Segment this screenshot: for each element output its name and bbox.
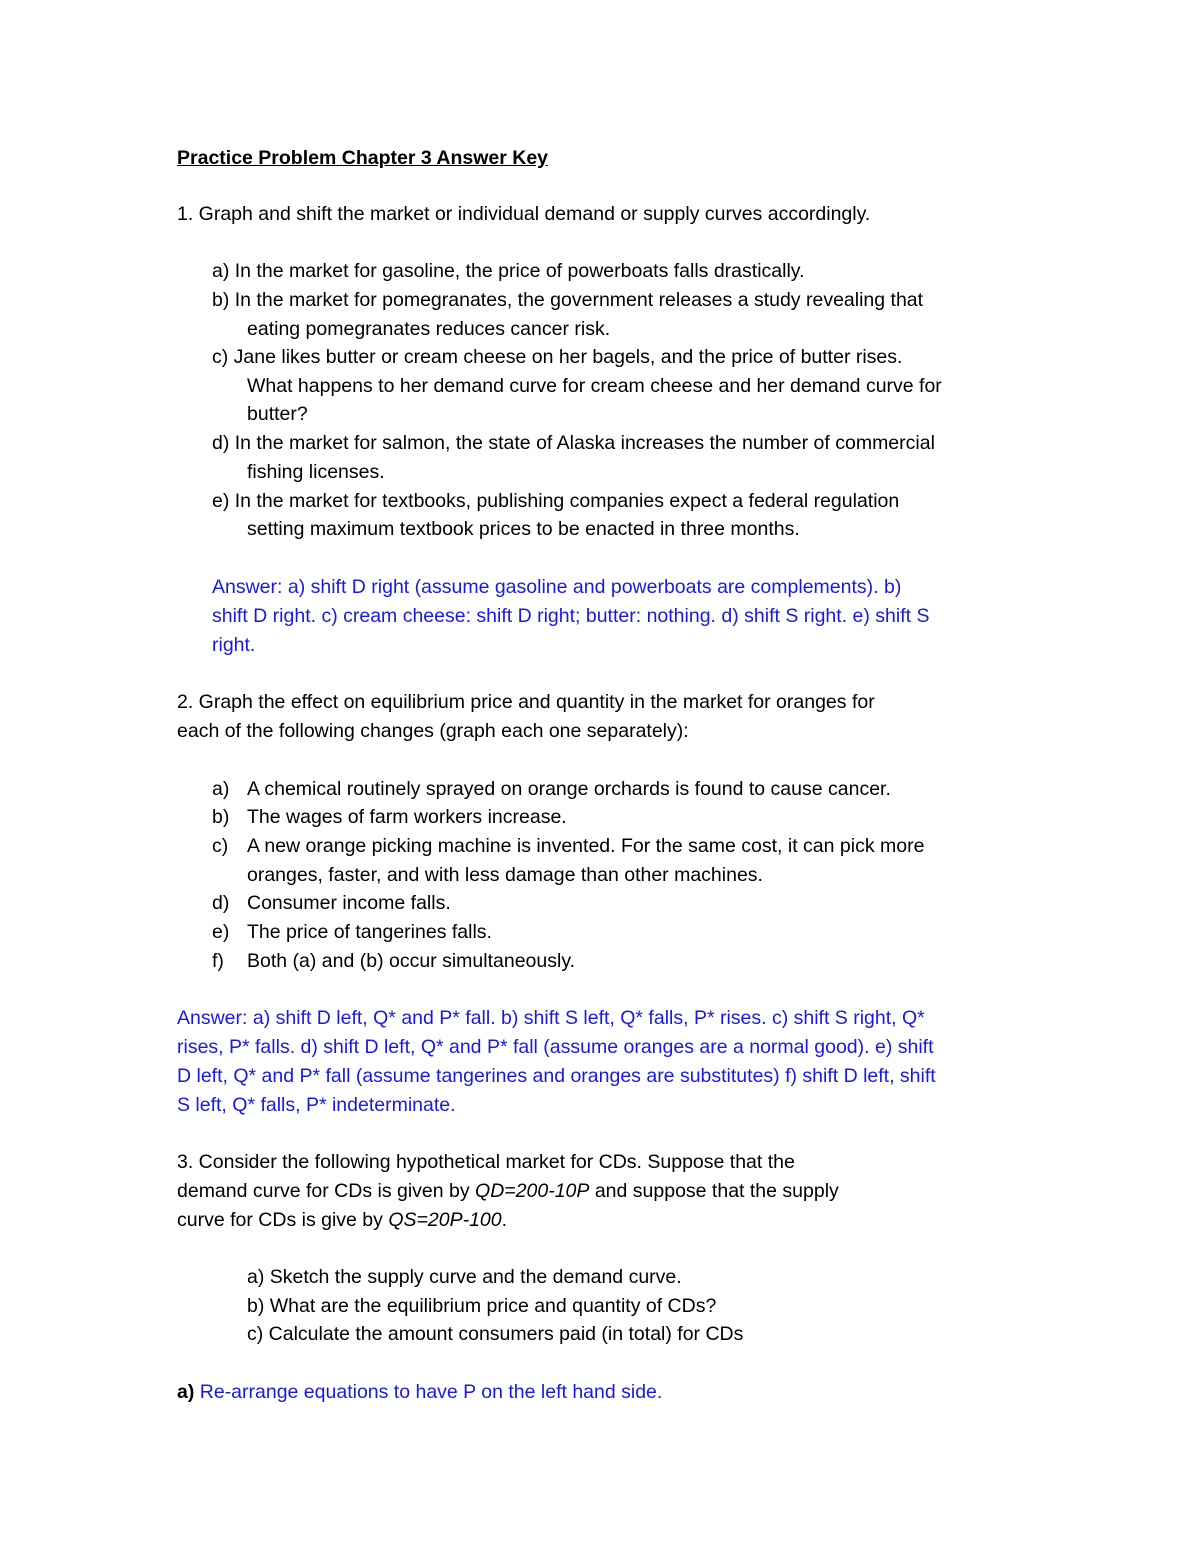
q3-prompt-line2 — [177, 1177, 839, 1206]
q1-answer-line2: shift D right. c) cream cheese: shift D right; butter: nothing. d) shift S right. e) shift S — [212, 605, 930, 627]
page-title: Practice Problem Chapter 3 Answer Key — [177, 147, 549, 169]
q2-item-b — [212, 803, 567, 832]
q2-item-e-marker: e) — [212, 921, 230, 943]
q1-answer-line1: Answer: a) shift D right (assume gasoline and powerboats are complements). b) — [212, 576, 902, 598]
supply-equation: QS=20P-100 — [388, 1209, 502, 1231]
q2-item-c-text-line2: oranges, faster, and with less damage than other machines. — [247, 864, 763, 886]
q2-prompt-line2: each of the following changes (graph each one separately): — [177, 720, 689, 742]
q3-item-c: c) Calculate the amount consumers paid (in total) for CDs — [247, 1323, 744, 1345]
q3-line3-text: curve for CDs is give by — [177, 1209, 389, 1231]
q1-item-e-line1: e) In the market for textbooks, publishing companies expect a federal regulation — [212, 490, 900, 512]
q3-answer-label: a) — [177, 1381, 195, 1403]
q3-answer — [177, 1378, 662, 1407]
q3-prompt-line3 — [177, 1206, 507, 1235]
q2-item-c-text-line1: A new orange picking machine is invented. For the same cost, it can pick more — [247, 835, 925, 857]
q2-answer-line1: Answer: a) shift D left, Q* and P* fall. b) shift S left, Q* falls, P* rises. c) shift S right, Q* — [177, 1007, 925, 1029]
q2-prompt-line1: 2. Graph the effect on equilibrium price and quantity in the market for oranges for — [177, 691, 875, 713]
q1-item-c-line2: What happens to her demand curve for cream cheese and her demand curve for — [247, 375, 942, 397]
q2-item-a — [212, 775, 891, 804]
q1-item-b-line2: eating pomegranates reduces cancer risk. — [247, 318, 611, 340]
q3-line2-text: demand curve for CDs is given by — [177, 1180, 476, 1202]
q2-item-a-marker: a) — [212, 778, 230, 800]
q2-item-f — [212, 947, 576, 976]
q2-item-a-text: A chemical routinely sprayed on orange orchards is found to cause cancer. — [247, 778, 891, 800]
q2-item-f-marker: f) — [212, 950, 224, 972]
q2-item-d-marker: d) — [212, 892, 230, 914]
q2-answer-line2: rises, P* falls. d) shift D left, Q* and P* fall (assume oranges are a normal good). e) shift — [177, 1036, 934, 1058]
q2-answer-line3: D left, Q* and P* fall (assume tangerines and oranges are substitutes) f) shift D left, shift — [177, 1065, 936, 1087]
q3-line2-tail: and suppose that the supply — [589, 1180, 839, 1202]
q1-prompt: 1. Graph and shift the market or individual demand or supply curves accordingly. — [177, 203, 871, 225]
q1-item-a: a) In the market for gasoline, the price of powerboats falls drastically. — [212, 260, 805, 282]
q3-item-a: a) Sketch the supply curve and the demand curve. — [247, 1266, 682, 1288]
q1-item-b-line1: b) In the market for pomegranates, the government releases a study revealing that — [212, 289, 924, 311]
q2-item-b-marker: b) — [212, 806, 230, 828]
q1-item-d-line1: d) In the market for salmon, the state of Alaska increases the number of commercial — [212, 432, 935, 454]
q3-item-b: b) What are the equilibrium price and quantity of CDs? — [247, 1295, 717, 1317]
q3-answer-text: Re-arrange equations to have P on the left hand side. — [194, 1381, 663, 1403]
q2-item-d-text: Consumer income falls. — [247, 892, 451, 914]
q3-prompt-line1: 3. Consider the following hypothetical market for CDs. Suppose that the — [177, 1151, 795, 1173]
demand-equation: QD=200-10P — [475, 1180, 590, 1202]
q1-answer-line3: right. — [212, 634, 256, 656]
q2-answer-line4: S left, Q* falls, P* indeterminate. — [177, 1094, 456, 1116]
q2-item-e — [212, 918, 492, 947]
q2-item-c — [212, 832, 925, 861]
q3-line3-tail: . — [501, 1209, 508, 1231]
q2-item-c-marker: c) — [212, 835, 229, 857]
q1-item-e-line2: setting maximum textbook prices to be enacted in three months. — [247, 518, 800, 540]
q2-item-e-text: The price of tangerines falls. — [247, 921, 492, 943]
q1-item-c-line3: butter? — [247, 403, 308, 425]
q1-item-d-line2: fishing licenses. — [247, 461, 385, 483]
q2-item-b-text: The wages of farm workers increase. — [247, 806, 567, 828]
q2-item-d — [212, 889, 451, 918]
q2-item-f-text: Both (a) and (b) occur simultaneously. — [247, 950, 576, 972]
q1-item-c-line1: c) Jane likes butter or cream cheese on her bagels, and the price of butter rises. — [212, 346, 903, 368]
